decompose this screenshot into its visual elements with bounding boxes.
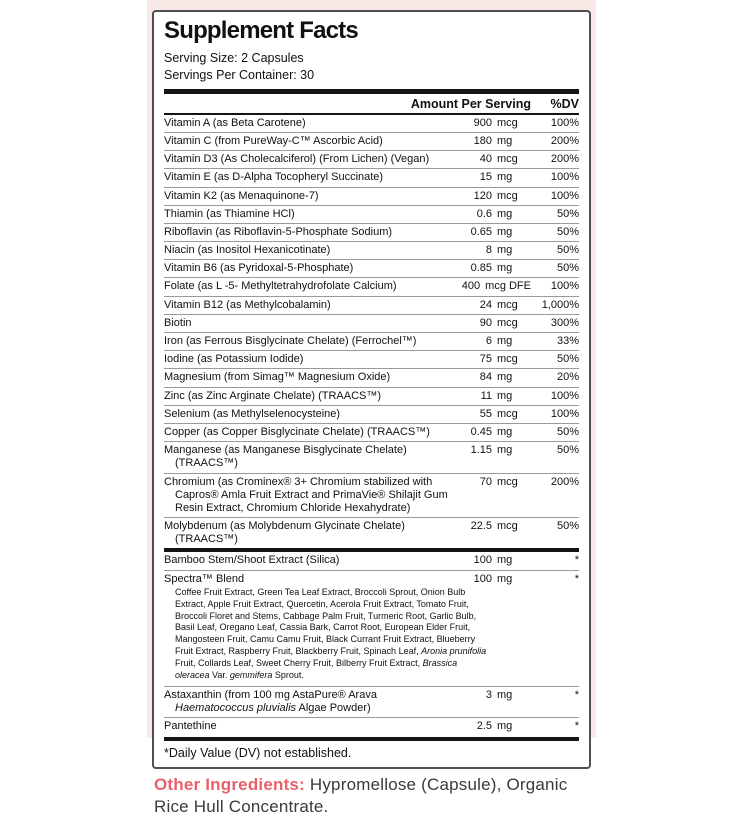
dv-value: 50%: [556, 225, 579, 238]
column-header-row: [164, 94, 579, 115]
amount-per-serving: [452, 299, 531, 312]
amount-value: 40: [479, 153, 492, 166]
ingredient-name: Vitamin K2 (as Menaquinone-7): [164, 189, 319, 202]
amount-value: 0.45: [470, 425, 492, 438]
nutrient-rows: [164, 115, 579, 736]
amount-per-serving: [452, 262, 531, 275]
supplement-facts-panel: [152, 10, 591, 769]
table-row: [164, 473, 579, 518]
amount-value: 0.65: [470, 225, 492, 238]
dv-footnote: *Daily Value (DV) not established.: [164, 746, 352, 761]
amount-value: 100: [473, 572, 492, 585]
dv-value: 1,000%: [541, 298, 579, 311]
amount-per-serving: [440, 280, 531, 293]
amount-per-serving: [452, 426, 531, 439]
amount-value: 180: [473, 134, 492, 147]
amount-value: 90: [479, 316, 492, 329]
amount-unit: mg: [497, 134, 513, 147]
dv-value: 50%: [556, 520, 579, 533]
table-row: [164, 241, 579, 259]
dv-value: 50%: [556, 425, 579, 438]
ingredient-name: Chromium (as Crominex® 3+ Chromium stabilized with Capros® Amla Fruit Extract and PrimaVie® Shilajit Gum Resin Extract, Chromium Chloride Hexahydrate): [164, 475, 448, 514]
dv-value: 100%: [550, 171, 579, 184]
amount-value: 2.5: [476, 720, 492, 733]
ingredient-name: Vitamin E (as D-Alpha Tocopheryl Succinate): [164, 171, 384, 184]
ingredient-name: Manganese (as Manganese Bisglycinate Chelate) (TRAACS™): [164, 444, 407, 470]
other-ingredients-text: Hypromellose (Capsule), Organic Rice Hull Concentrate.: [154, 775, 568, 817]
table-row: [164, 717, 579, 735]
table-row: [164, 150, 579, 168]
table-row: [164, 423, 579, 441]
serving-size: Serving Size: 2 Capsules: [164, 51, 304, 65]
amount-per-serving: [452, 554, 531, 567]
ingredient-name: Vitamin A (as Beta Carotene): [164, 116, 306, 129]
dv-value: 20%: [556, 371, 579, 384]
amount-unit: mg: [497, 720, 513, 733]
amount-value: 120: [473, 189, 492, 202]
amount-unit: mg: [497, 572, 513, 585]
ingredient-name: Iron (as Ferrous Bisglycinate Chelate) (Ferrochel™): [164, 335, 417, 347]
amount-per-serving: [452, 244, 531, 257]
table-row: [164, 187, 579, 205]
ingredient-name: Biotin: [164, 316, 192, 329]
amount-per-serving: [452, 720, 531, 733]
table-row: [164, 296, 579, 314]
table-row: [164, 168, 579, 186]
amount-per-serving: [452, 153, 531, 166]
dv-value: 50%: [556, 262, 579, 275]
amount-unit: mcg: [497, 116, 518, 129]
amount-unit: mg: [497, 444, 513, 457]
label-background-panel: [147, 0, 596, 817]
table-row: [164, 332, 579, 350]
amount-unit: mcg: [497, 407, 518, 420]
amount-unit: mg: [497, 335, 513, 347]
table-row: [164, 314, 579, 332]
amount-per-serving: [452, 476, 531, 489]
servings-per-container: Servings Per Container: 30: [164, 67, 315, 82]
amount-per-serving: [452, 171, 531, 184]
amount-per-serving: [452, 317, 531, 330]
amount-per-serving: [452, 190, 531, 203]
dv-value: *: [574, 572, 579, 585]
ingredient-name: Vitamin B12 (as Methylcobalamin): [164, 298, 331, 311]
amount-unit: mcg: [497, 475, 518, 488]
amount-per-serving: [452, 117, 531, 130]
dv-value: 33%: [556, 335, 579, 347]
amount-per-serving: [452, 520, 531, 533]
amount-unit: mg: [497, 425, 513, 438]
dv-value: 50%: [556, 207, 579, 220]
amount-unit: mg: [497, 244, 513, 257]
dv-value: 50%: [556, 244, 579, 257]
table-row: [164, 259, 579, 277]
dv-value: *: [574, 720, 579, 733]
table-row: [164, 350, 579, 368]
ingredient-name: Copper (as Copper Bisglycinate Chelate) (TRAACS™): [164, 425, 430, 438]
amount-per-serving: [452, 573, 531, 586]
ingredient-name: Vitamin C (from PureWay-C™ Ascorbic Acid): [164, 134, 383, 147]
amount-value: 0.6: [476, 207, 492, 220]
amount-unit: mg: [497, 207, 513, 220]
table-row: [164, 686, 579, 717]
dv-value: 100%: [550, 407, 579, 420]
ingredient-name: Vitamin B6 (as Pyridoxal-5-Phosphate): [164, 262, 354, 275]
ingredient-name: Iodine (as Potassium Iodide): [164, 353, 304, 366]
amount-unit: mg: [497, 389, 513, 402]
amount-value: 900: [473, 116, 492, 129]
dv-value: *: [574, 688, 579, 701]
dv-value: 100%: [550, 189, 579, 202]
amount-value: 3: [485, 688, 492, 701]
amount-value: 75: [479, 353, 492, 366]
amount-per-serving: [452, 408, 531, 421]
amount-value: 0.85: [470, 262, 492, 275]
amount-unit: mg: [497, 262, 513, 275]
ingredient-name: Pantethine: [164, 720, 217, 733]
amount-value: 100: [473, 554, 492, 567]
amount-unit: mg: [497, 688, 513, 701]
ingredient-name: Molybdenum (as Molybdenum Glycinate Chelate) (TRAACS™): [164, 520, 405, 546]
panel-title: Supplement Facts: [164, 17, 358, 44]
amount-per-serving: [452, 353, 531, 366]
amount-unit: mcg: [497, 353, 518, 366]
amount-value: 6: [485, 335, 492, 347]
blend-ingredient-list: Coffee Fruit Extract, Green Tea Leaf Extract, Broccoli Sprout, Onion Bulb Extract, Apple Fruit Extract, Quercetin, Acerola Fruit Extract, Tomato Fruit, Broccoli Floret and Stems, Cabbage Palm Fruit, Turmeric Root, Garlic Bulb, Basil Leaf, Oregano Leaf, Cassia Bark, Carrot Root, European Elder Fruit, Mangosteen Fruit, Camu Camu Fruit, Black Currant Fruit Extract, Blueberry Fruit Extract, Raspberry Fruit, Blackberry Fruit, Spinach Leaf, Aronia prunifolia Fruit, Collards Leaf, Sweet Cherry Fruit, Bilberry Fruit Extract, Brassica oleracea Var. gemmifera Sprout.: [175, 586, 487, 680]
table-row: [164, 205, 579, 223]
amount-value: 8: [485, 244, 492, 257]
table-row: [164, 115, 579, 132]
table-row: [164, 441, 579, 472]
ingredient-name: Spectra™ Blend: [164, 572, 245, 585]
dv-value: 50%: [556, 353, 579, 366]
table-row: [164, 517, 579, 548]
amount-per-serving: [452, 208, 531, 221]
amount-value: 400: [461, 280, 481, 293]
dv-value: 100%: [550, 116, 579, 129]
table-row: [164, 132, 579, 150]
amount-per-serving: [452, 135, 531, 148]
table-row: [164, 223, 579, 241]
ingredient-name: Magnesium (from Simag™ Magnesium Oxide): [164, 371, 391, 384]
amount-unit: mg: [497, 554, 513, 567]
table-row: [164, 548, 579, 569]
amount-unit: mcg: [497, 298, 518, 311]
ingredient-name: Niacin (as Inositol Hexanicotinate): [164, 244, 331, 257]
amount-unit: mcg: [497, 316, 518, 329]
table-row: [164, 277, 579, 295]
table-row: [164, 570, 579, 686]
amount-unit: mcg DFE: [485, 280, 531, 293]
amount-value: 15: [479, 171, 492, 184]
amount-unit: mg: [497, 371, 513, 384]
table-row: [164, 405, 579, 423]
amount-value: 70: [479, 475, 492, 488]
amount-unit: mg: [497, 225, 513, 238]
table-row: [164, 368, 579, 386]
dv-value: *: [574, 554, 579, 567]
amount-value: 55: [479, 407, 492, 420]
amount-per-serving: [452, 390, 531, 403]
table-row: [164, 387, 579, 405]
amount-column-header: Amount Per Serving: [410, 96, 531, 111]
dv-column-header: %DV: [550, 96, 579, 111]
ingredient-name: Folate (as L -5- Methyltetrahydrofolate Calcium): [164, 280, 397, 293]
amount-per-serving: [452, 226, 531, 239]
ingredient-name: Astaxanthin (from 100 mg AstaPure® Arava Haematococcus pluvialis Algae Powder): [164, 688, 377, 714]
ingredient-name: Bamboo Stem/Shoot Extract (Silica): [164, 554, 340, 567]
dv-value: 200%: [550, 475, 579, 488]
other-ingredients: [154, 774, 589, 818]
other-ingredients-label: Other Ingredients:: [154, 775, 305, 795]
amount-value: 24: [479, 298, 492, 311]
dv-value: 300%: [550, 316, 579, 329]
ingredient-name: Vitamin D3 (As Cholecalciferol) (From Lichen) (Vegan): [164, 153, 430, 166]
amount-per-serving: [452, 371, 531, 384]
amount-value: 11: [480, 389, 492, 402]
amount-unit: mcg: [497, 189, 518, 202]
dv-value: 100%: [550, 389, 579, 402]
dv-value: 100%: [550, 280, 579, 293]
dv-value: 50%: [556, 444, 579, 457]
dv-value: 200%: [550, 134, 579, 147]
amount-per-serving: [452, 444, 531, 457]
amount-value: 22.5: [470, 520, 492, 533]
amount-per-serving: [452, 689, 531, 702]
ingredient-name: Thiamin (as Thiamine HCl): [164, 207, 295, 220]
amount-unit: mcg: [497, 153, 518, 166]
ingredient-name: Riboflavin (as Riboflavin-5-Phosphate Sodium): [164, 225, 393, 238]
amount-unit: mcg: [497, 520, 518, 533]
dv-value: 200%: [550, 153, 579, 166]
ingredient-name: Zinc (as Zinc Arginate Chelate) (TRAACS™): [164, 389, 382, 402]
amount-value: 84: [479, 371, 492, 384]
ingredient-name: Selenium (as Methylselenocysteine): [164, 407, 341, 420]
amount-per-serving: [452, 335, 531, 348]
amount-unit: mg: [497, 171, 513, 184]
amount-value: 1.15: [470, 444, 492, 457]
